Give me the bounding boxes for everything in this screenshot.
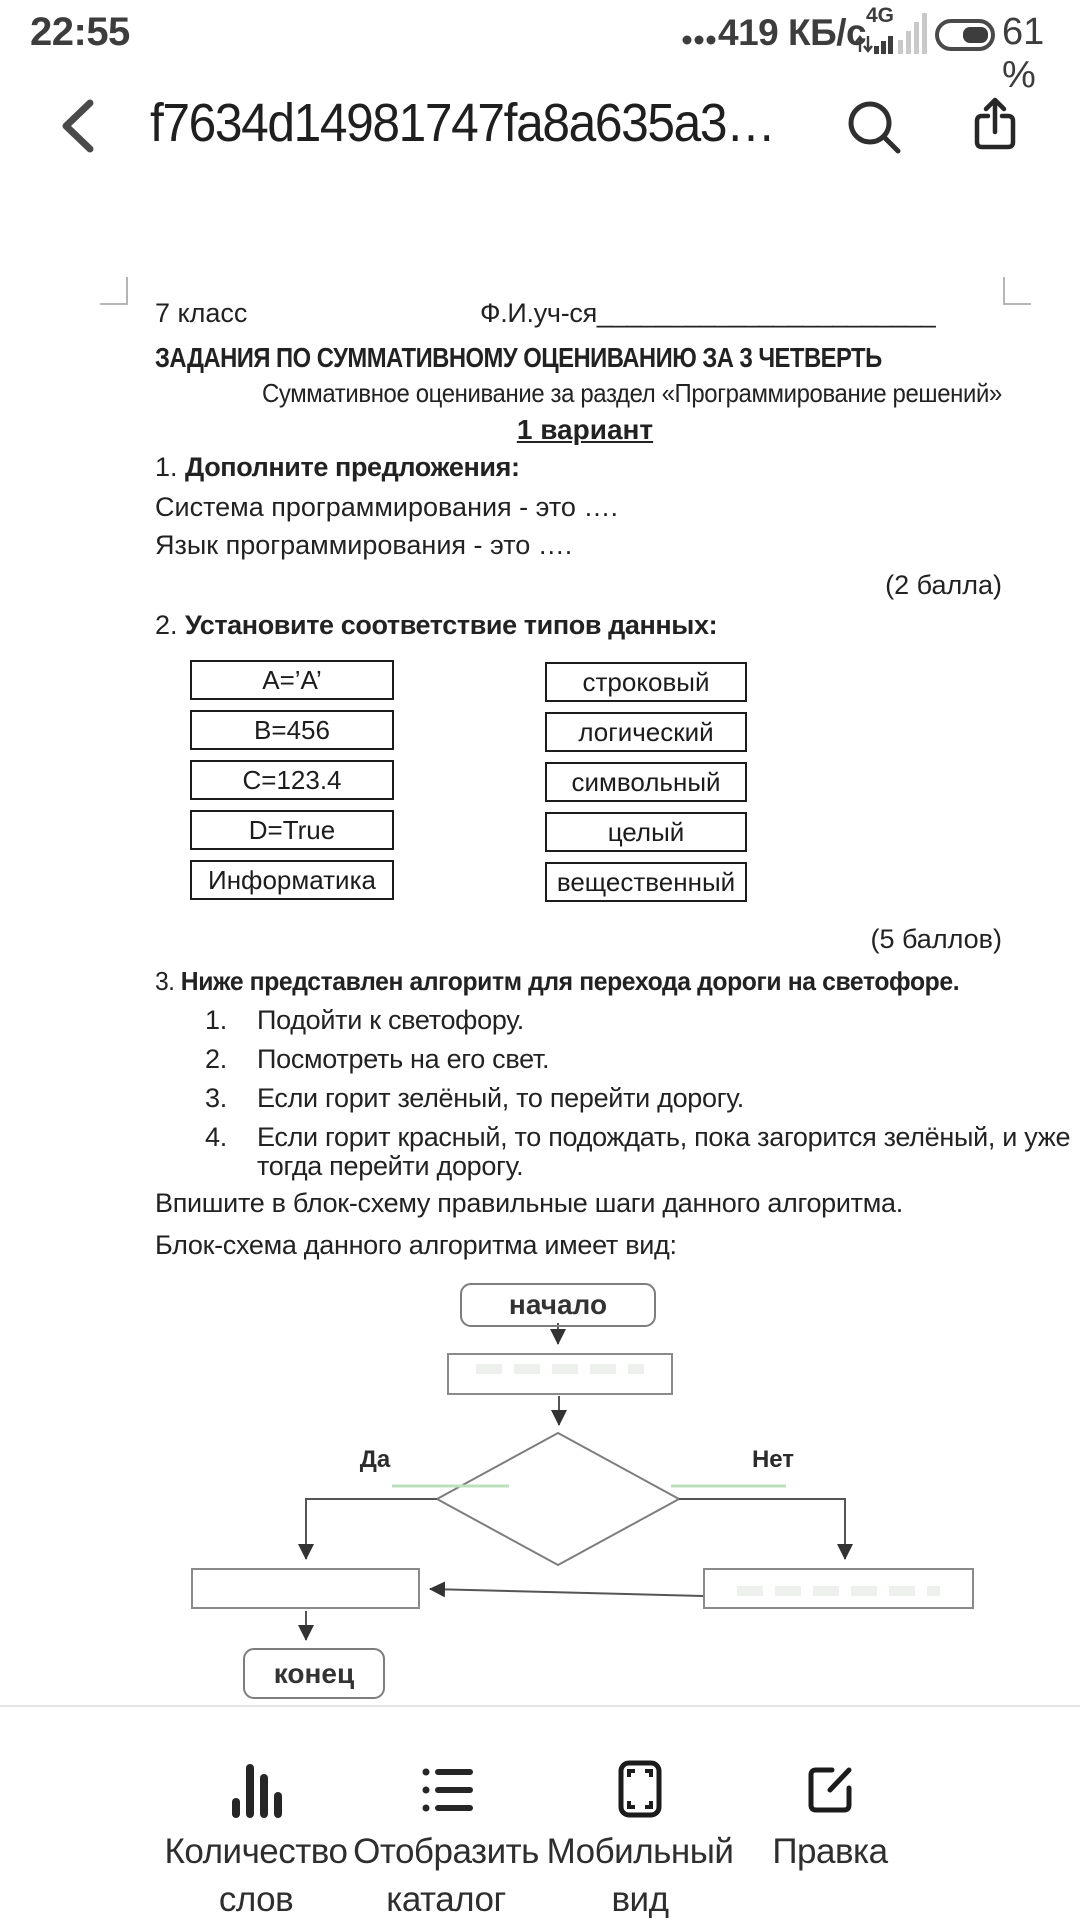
show-catalog-button[interactable] (336, 1756, 556, 1920)
question-3-title: 3. Ниже представлен алгоритм для перехода дороги на светофоре. (155, 966, 960, 996)
flowchart-start-node: начало (460, 1283, 656, 1327)
match-right-box: вещественный (545, 862, 747, 902)
flowchart-connectors (100, 1270, 1020, 1710)
signal-bars-secondary-icon (898, 10, 928, 54)
question-1-line-1: Система программирования - это …. (155, 492, 618, 522)
toolbar-divider (0, 1705, 1080, 1707)
assignment-subtitle: Суммативное оценивание за раздел «Программирование решений» (262, 378, 1002, 408)
match-left-box: A=’A’ (190, 660, 394, 700)
catalog-icon (418, 1762, 474, 1818)
word-count-button[interactable] (146, 1756, 366, 1920)
document-title: f7634d14981747fa8a635a3… (150, 93, 775, 153)
question-1-title: 1. Дополните предложения: (155, 452, 520, 482)
edit-button[interactable] (720, 1756, 940, 1920)
match-right-box: целый (545, 812, 747, 852)
algorithm-step: Подойти к светофору. (257, 1005, 524, 1035)
question-1-line-2: Язык программирования - это …. (155, 530, 573, 560)
algorithm-step: Если горит зелёный, то перейти дорогу. (257, 1083, 744, 1113)
search-icon[interactable] (845, 98, 907, 158)
mobile-view-button[interactable] (530, 1756, 750, 1920)
page-corner-mark-left (100, 277, 128, 305)
student-name-line: Ф.И.уч-ся_______________________ (480, 298, 936, 328)
flowchart-yes-label: Да (359, 1446, 391, 1473)
class-label: 7 класс (155, 298, 248, 328)
battery-percent: 61 % (1002, 11, 1045, 96)
toolbar-label: слов (218, 1880, 294, 1919)
toolbar-label: каталог (386, 1880, 506, 1919)
match-left-box: D=True (190, 810, 394, 850)
edit-icon (802, 1762, 858, 1818)
question-3-note: Впишите в блок-схему правильные шаги данного алгоритма. (155, 1188, 903, 1218)
variant-label: 1 вариант (516, 414, 654, 445)
mobile-view-icon (612, 1760, 668, 1818)
flowchart-caption: Блок-схема данного алгоритма имеет вид: (155, 1230, 677, 1260)
match-left-box: C=123.4 (190, 760, 394, 800)
flowchart-step-box (447, 1353, 673, 1395)
flowchart-end-node: конец (243, 1648, 385, 1699)
network-type-label: 4G (866, 4, 895, 27)
page-corner-mark-right (1003, 277, 1031, 305)
signal-bars-icon (874, 30, 900, 54)
share-icon[interactable] (968, 94, 1026, 158)
question-2-points: (5 баллов) (870, 924, 1002, 954)
match-right-box: логический (545, 712, 747, 752)
flowchart-left-box (191, 1568, 420, 1609)
question-1-points: (2 балла) (885, 570, 1002, 600)
toolbar-label: Правка (772, 1832, 888, 1871)
match-left-box: Информатика (190, 860, 394, 900)
match-left-box: B=456 (190, 710, 394, 750)
network-speed: 419 КБ/с (718, 12, 867, 53)
algorithm-steps (205, 1006, 1075, 1191)
toolbar-label: Количество (164, 1832, 348, 1871)
assignment-title: ЗАДАНИЯ ПО СУММАТИВНОМУ ОЦЕНИВАНИЮ ЗА 3 ЧЕТВЕРТЬ (155, 342, 882, 373)
data-arrows-icon (854, 32, 874, 54)
question-2-title: 2. Установите соответствие типов данных: (155, 610, 718, 640)
algorithm-step: Если горит красный, то подождать, пока загорится зелёный, и уже тогда перейти дорогу. (257, 1122, 1071, 1181)
toolbar-label: Отобразить (353, 1832, 539, 1871)
match-right-box: строковый (545, 662, 747, 702)
flowchart-no-label: Нет (751, 1446, 795, 1473)
algorithm-step: Посмотреть на его свет. (257, 1044, 550, 1074)
word-count-icon (228, 1762, 284, 1818)
flowchart-right-box (703, 1568, 974, 1609)
ellipsis-icon (682, 33, 716, 47)
match-right-box: символьный (545, 762, 747, 802)
battery-icon (935, 19, 997, 53)
toolbar-label: вид (611, 1880, 669, 1919)
toolbar-label: Мобильный (546, 1832, 734, 1871)
back-button[interactable] (56, 97, 100, 155)
status-time: 22:55 (30, 10, 130, 54)
